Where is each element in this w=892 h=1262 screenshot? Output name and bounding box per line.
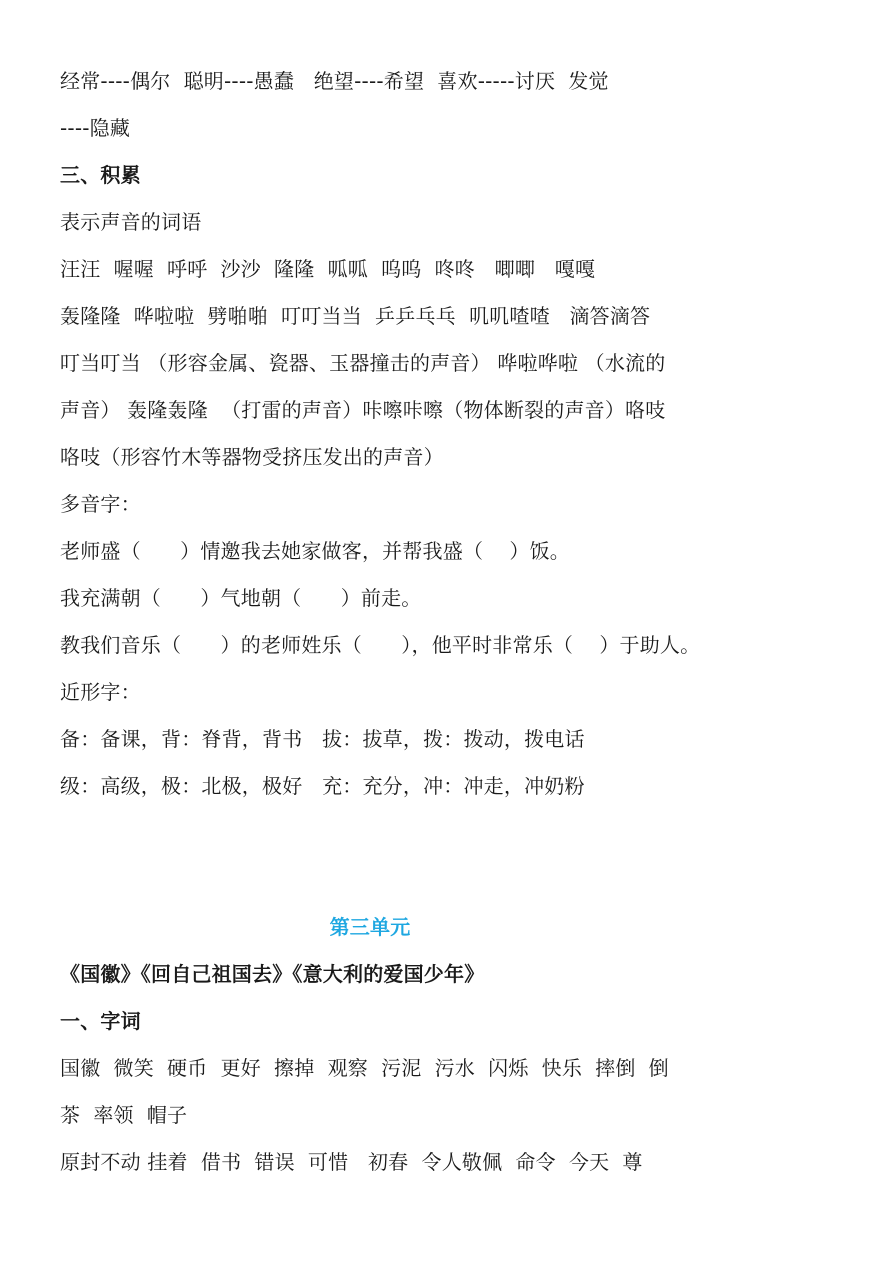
unit-title: 第三单元: [329, 915, 411, 939]
section-heading-accumulation: 三、积累: [60, 163, 141, 187]
similar-chars-line-2: 级：高级，极：北极，极好 充：充分，冲：冲走，冲奶粉: [60, 774, 585, 798]
sound-words-line-1: 汪汪 喔喔 呼呼 沙沙 隆隆 呱呱 呜呜 咚咚 唧唧 嘎嘎: [60, 257, 596, 281]
polyphone-question-3: 教我们音乐（ ）的老师姓乐（ ），他平时非常乐（ ）于助人。: [60, 633, 701, 657]
polyphone-label: 多音字：: [60, 492, 141, 516]
similar-chars-label: 近形字：: [60, 680, 141, 704]
sound-words-label: 表示声音的词语: [60, 210, 202, 234]
sound-words-line-2: 轰隆隆 哗啦啦 劈啪啪 叮叮当当 乒乒乓乓 叽叽喳喳 滴答滴答: [60, 304, 651, 328]
antonym-line-2: ----隐藏: [60, 116, 131, 140]
sound-words-line-5: 咯吱（形容竹木等器物受挤压发出的声音）: [60, 445, 444, 469]
section-heading-vocabulary: 一、字词: [60, 1009, 141, 1033]
polyphone-question-2: 我充满朝（ ）气地朝（ ）前走。: [60, 586, 422, 610]
vocabulary-line-2: 茶 率领 帽子: [60, 1103, 188, 1127]
section-spacer: [60, 810, 700, 904]
similar-chars-line-1: 备：备课，背：脊背，背书 拔：拔草，拨：拨动，拨电话: [60, 727, 585, 751]
vocabulary-line-1: 国徽 微笑 硬币 更好 擦掉 观察 污泥 污水 闪烁 快乐 摔倒 倒: [60, 1056, 669, 1080]
lesson-titles: 《国徽》《回自己祖国去》《意大利的爱国少年》: [60, 962, 485, 986]
sound-words-line-4: 声音） 轰隆轰隆 （打雷的声音）咔嚓咔嚓（物体断裂的声音）咯吱: [60, 398, 666, 422]
vocabulary-line-3: 原封不动 挂着 借书 错误 可惜 初春 令人敬佩 命令 今天 尊: [60, 1150, 643, 1174]
polyphone-question-1: 老师盛（ ）情邀我去她家做客，并帮我盛（ ）饭。: [60, 539, 570, 563]
document-page: [60, 58, 700, 1186]
antonym-line-1: 经常----偶尔 聪明----愚蠢 绝望----希望 喜欢-----讨厌 发觉: [60, 69, 609, 93]
sound-words-line-3: 叮当叮当 （形容金属、瓷器、玉器撞击的声音） 哗啦哗啦 （水流的: [60, 351, 666, 375]
